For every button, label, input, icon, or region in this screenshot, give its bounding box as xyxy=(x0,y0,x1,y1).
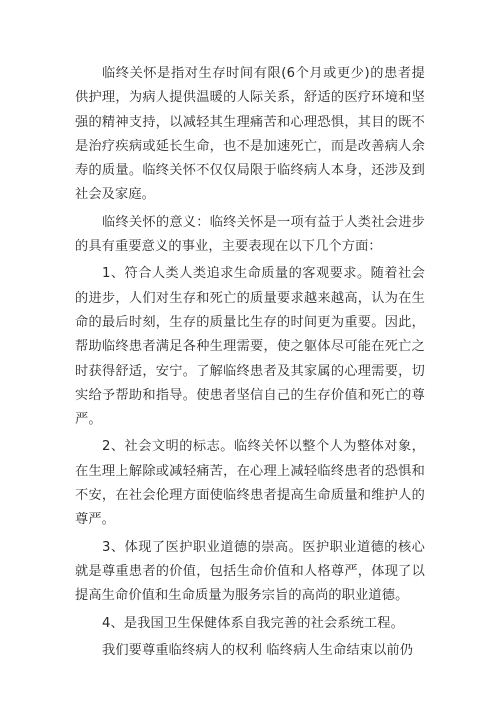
paragraph-patient-rights: 我们要尊重临终病人的权利 临终病人生命结束以前仍 xyxy=(102,642,414,658)
paragraph-point-1: 1、符合人类人类追求生命质量的客观要求。随着社会的进步，人们对生存和死亡的质量要求越来越高，认为在生命的最后时刻，生存的质量比生存的时间更为重要。因此，帮助临终患者满足各种生理需要，使之躯体尽可能在死亡之时获得舒适，安宁。了解临终患者及其家属的心理需要，切实给予帮助和指导。使患者坚信自己的生存价值和死亡的尊严。 xyxy=(75,266,425,428)
paragraph-point-3: 3、体现了医护职业道德的崇高。医护职业道德的核心就是尊重患者的价值，包括生命价值和人格尊严，体现了以提高生命价值和生命质量为服务宗旨的高尚的职业道德。 xyxy=(75,539,425,604)
paragraph-point-4: 4、是我国卫生保健体系自我完善的社会系统工程。 xyxy=(102,615,404,631)
paragraph-point-2: 2、社会文明的标志。临终关怀以整个人为整体对象，在生理上解除或减轻痛苦，在心理上减轻临终患者的恐惧和不安，在社会伦理方面使临终患者提高生命质量和维护人的尊严。 xyxy=(75,439,425,528)
document-body xyxy=(75,62,425,666)
paragraph-definition: 临终关怀是指对生存时间有限(6个月或更少)的患者提供护理，为病人提供温暖的人际关系，舒适的医疗环境和坚强的精神支持，以减轻其生理痛苦和心理恐惧，其目的既不是治疗疾病或延长生命，也不是加速死亡，而是改善病人余寿的质量。临终关怀不仅仅局限于临终病人本身，还涉及到社会及家庭。 xyxy=(75,66,425,203)
paragraph-significance-intro: 临终关怀的意义：临终关怀是一项有益于人类社会进步的具有重要意义的事业，主要表现在以下几个方面： xyxy=(75,214,425,255)
